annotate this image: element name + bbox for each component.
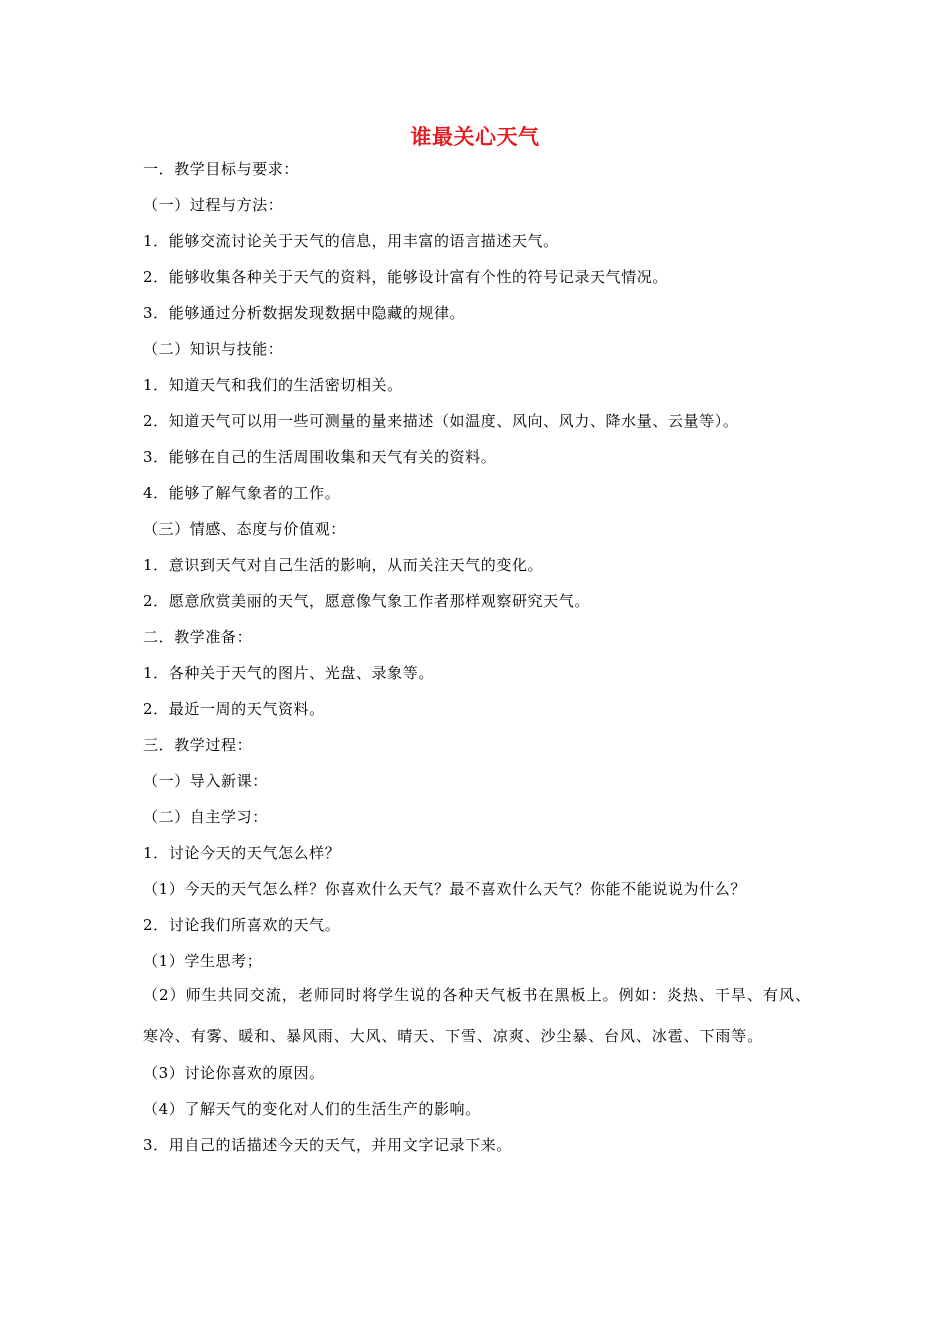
list-item: 1．各种关于天气的图片、光盘、录象等。 xyxy=(143,664,434,682)
subsection-process-methods: （一）过程与方法： xyxy=(143,196,284,214)
list-item: （3）讨论你喜欢的原因。 xyxy=(143,1064,325,1082)
list-item: 3．能够通过分析数据发现数据中隐藏的规律。 xyxy=(143,304,466,322)
subsection-attitudes-values: （三）情感、态度与价值观： xyxy=(143,520,346,538)
subsection-knowledge-skills: （二）知识与技能： xyxy=(143,340,284,358)
list-item: （1）学生思考； xyxy=(143,952,263,970)
list-item: 1．讨论今天的天气怎么样？ xyxy=(143,844,341,862)
list-item: 3．能够在自己的生活周围收集和天气有关的资料。 xyxy=(143,448,497,466)
weather-examples-paragraph: （2）师生共同交流，老师同时将学生说的各种天气板书在黑板上。例如：炎热、干旱、有风、寒冷、有雾、暖和、暴风雨、大风、晴天、下雪、凉爽、沙尘暴、台风、冰雹、下雨等。 xyxy=(143,986,811,1045)
section-heading-preparation: 二．教学准备： xyxy=(143,628,253,646)
subsection-introduction: （一）导入新课： xyxy=(143,772,268,790)
list-item: 1．能够交流讨论关于天气的信息，用丰富的语言描述天气。 xyxy=(143,232,559,250)
document-title: 谁最关心天气 xyxy=(410,125,540,149)
list-item: （1）今天的天气怎么样？你喜欢什么天气？最不喜欢什么天气？你能不能说说为什么？ xyxy=(143,880,746,898)
section-heading-process: 三．教学过程： xyxy=(143,736,253,754)
list-item: （4）了解天气的变化对人们的生活生产的影响。 xyxy=(143,1100,481,1118)
list-item: 2．讨论我们所喜欢的天气。 xyxy=(143,916,341,934)
list-item: 2．知道天气可以用一些可测量的量来描述（如温度、风向、风力、降水量、云量等）。 xyxy=(143,412,739,430)
list-item: 4．能够了解气象者的工作。 xyxy=(143,484,341,502)
list-item: 2．愿意欣赏美丽的天气，愿意像气象工作者那样观察研究天气。 xyxy=(143,592,590,610)
list-item: 3．用自己的话描述今天的天气，并用文字记录下来。 xyxy=(143,1136,512,1154)
subsection-self-study: （二）自主学习： xyxy=(143,808,268,826)
list-item: 1．意识到天气对自己生活的影响，从而关注天气的变化。 xyxy=(143,556,544,574)
section-heading-objectives: 一．教学目标与要求： xyxy=(143,160,300,178)
list-item: 1．知道天气和我们的生活密切相关。 xyxy=(143,376,403,394)
list-item: 2．最近一周的天气资料。 xyxy=(143,700,325,718)
document-body xyxy=(143,151,811,1163)
list-item: 2．能够收集各种关于天气的资料，能够设计富有个性的符号记录天气情况。 xyxy=(143,268,668,286)
